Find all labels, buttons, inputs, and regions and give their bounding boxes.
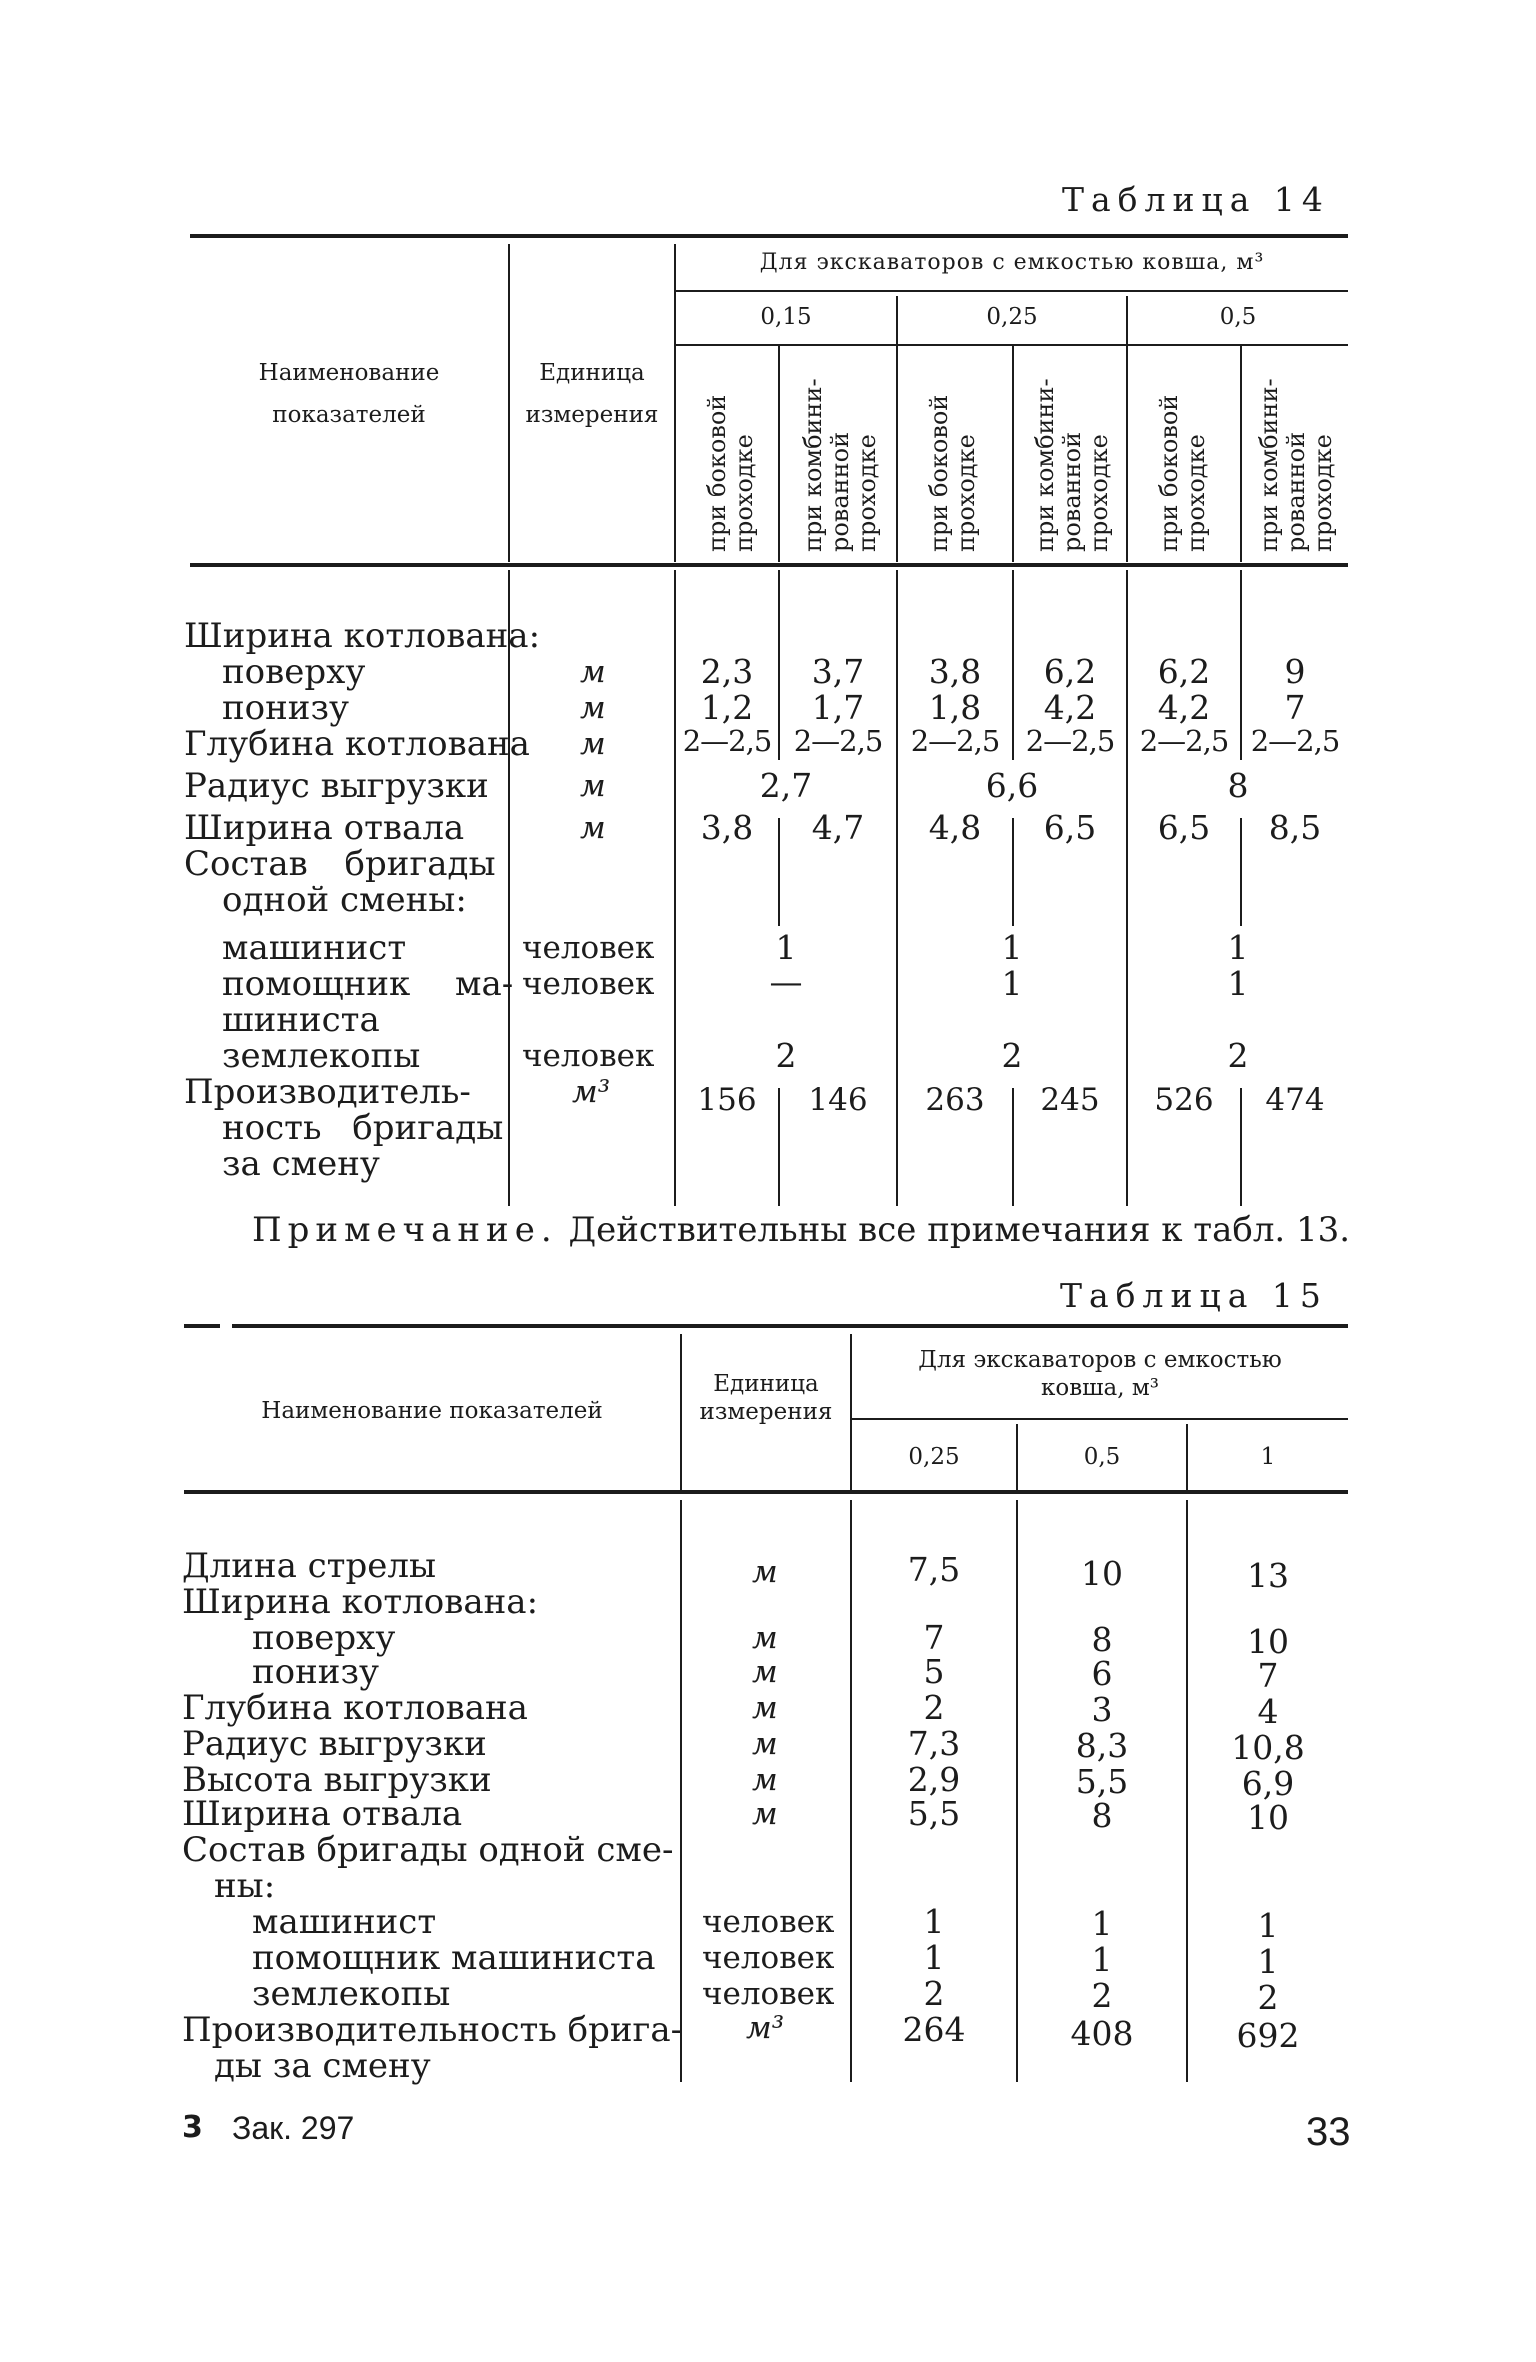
t15-assistant-c1: 1 <box>923 1938 945 1977</box>
t15-height-c2: 5,5 <box>1075 1762 1129 1801</box>
t15-unit-col-line-2: измерения <box>699 1399 833 1425</box>
table-14-sub-side-2 <box>926 356 980 552</box>
t15-boom-label: Длина стрелы <box>182 1546 437 1586</box>
t14-unit-prod: м³ <box>572 1074 611 1110</box>
table-15-capacity-025: 0,25 <box>908 1444 960 1470</box>
t14-assistant-g3: 1 <box>1227 964 1249 1003</box>
table-15-unit-col-header <box>682 1370 850 1426</box>
t14-digger-g3: 2 <box>1227 1036 1249 1075</box>
t15-unit-driver: человек <box>702 1904 835 1940</box>
t14-assistant-g1: — <box>769 962 803 1001</box>
t14-prod-c3: 263 <box>925 1082 985 1118</box>
table-14-hv4 <box>896 296 898 562</box>
t14-bottom-c6: 7 <box>1284 688 1306 727</box>
t15-unit-bottom: м <box>752 1654 778 1690</box>
table-14-hv5 <box>1012 346 1014 562</box>
t14-dump-label: Ширина отвала <box>184 808 465 848</box>
t15-depth-label: Глубина котлована <box>182 1688 528 1728</box>
table-14-caption: Таблица 14 <box>1062 180 1330 219</box>
t15-unit-depth: м <box>752 1690 778 1726</box>
t14-depth-c3: 2—2,5 <box>910 724 1000 758</box>
t14-width-label: Ширина котлована: <box>184 616 541 656</box>
t15-height-c1: 2,9 <box>907 1760 961 1799</box>
t14-digger-g1: 2 <box>775 1036 797 1075</box>
t14-assistant-label-1: помощник ма- <box>222 964 514 1004</box>
t15-assistant-c3: 1 <box>1257 1942 1279 1981</box>
t14-top-c4: 6,2 <box>1043 652 1097 691</box>
sub-comb-l3: проходке <box>1085 434 1113 552</box>
t14-radius-label: Радиус выгрузки <box>184 766 489 806</box>
table-14-hv7 <box>1240 346 1242 562</box>
t14-top-c3: 3,8 <box>928 652 982 691</box>
t14-top-c5: 6,2 <box>1157 652 1211 691</box>
t15-unit-height: м <box>752 1762 778 1798</box>
table-14-sub-side-1 <box>704 356 758 552</box>
t15-bottom-c1: 5 <box>923 1652 945 1691</box>
t14-depth-c5: 2—2,5 <box>1139 724 1229 758</box>
t14-bottom-c5: 4,2 <box>1157 688 1211 727</box>
t15-bottom-c2: 6 <box>1091 1654 1113 1693</box>
table-14-hv6 <box>1126 296 1128 562</box>
t14-crew-label-2: одной смены: <box>222 880 467 920</box>
name-col-line-1: Наименование <box>258 360 440 386</box>
t15-digger-c1: 2 <box>923 1974 945 2013</box>
t15-radius-c2: 8,3 <box>1075 1726 1129 1765</box>
table-14-bv1 <box>508 570 510 1206</box>
t15-driver-label: машинист <box>252 1902 437 1942</box>
t15-boom-c1: 7,5 <box>907 1550 961 1589</box>
t14-unit-driver: человек <box>522 930 655 966</box>
table-14-sub-side-3 <box>1156 356 1210 552</box>
t15-unit-boom: м <box>752 1554 778 1590</box>
t15-prod-label-2: ды за смену <box>214 2046 431 2086</box>
t14-assistant-g2: 1 <box>1001 964 1023 1003</box>
t14-unit-dump: м <box>580 810 606 846</box>
t15-unit-col-line-1: Единица <box>713 1371 819 1397</box>
t14-prod-c5: 526 <box>1154 1082 1214 1118</box>
t15-unit-assistant: человек <box>702 1940 835 1976</box>
table-15-header-bottom-rule <box>184 1490 1348 1494</box>
t14-digger-g2: 2 <box>1001 1036 1023 1075</box>
table-14-hv3 <box>778 346 780 562</box>
t14-assistant-label-2: шиниста <box>222 1000 380 1040</box>
t14-dump-c3: 4,8 <box>928 808 982 847</box>
sub-side-l1: при боковой <box>1155 394 1183 552</box>
table-15-top-rule <box>232 1324 1348 1328</box>
t15-crew-label-1: Состав бригады одной сме- <box>182 1830 674 1870</box>
table-15-bv1 <box>680 1500 682 2082</box>
t14-bottom-c1: 1,2 <box>700 688 754 727</box>
footer-sheet-mark: 3 <box>182 2110 203 2145</box>
t14-dump-c1: 3,8 <box>700 808 754 847</box>
t15-dump-label: Ширина отвала <box>182 1794 463 1834</box>
sub-comb-l3: проходке <box>1309 434 1337 552</box>
t15-unit-digger: человек <box>702 1976 835 2012</box>
t14-crew-label-1: Состав бригады <box>184 844 496 884</box>
t15-prod-label-1: Производительность брига- <box>182 2010 683 2050</box>
t15-assistant-label: помощник машиниста <box>252 1938 656 1978</box>
t15-height-label: Высота выгрузки <box>182 1760 492 1800</box>
t15-driver-c3: 1 <box>1257 1906 1279 1945</box>
sub-comb-l2: рованной <box>826 431 854 552</box>
table-14-capacity-025: 0,25 <box>986 304 1038 330</box>
t15-dump-c2: 8 <box>1091 1796 1113 1835</box>
t15-unit-radius: м <box>752 1726 778 1762</box>
t15-prod-c1: 264 <box>902 2010 966 2049</box>
t14-bottom-c2: 1,7 <box>811 688 865 727</box>
t14-prod-c1: 156 <box>697 1082 757 1118</box>
table-14-name-col-header <box>190 356 508 432</box>
t15-dump-c3: 10 <box>1247 1798 1289 1837</box>
t15-radius-c3: 10,8 <box>1231 1728 1305 1767</box>
t14-depth-c6: 2—2,5 <box>1250 724 1340 758</box>
t15-bottom-c3: 7 <box>1257 1656 1279 1695</box>
sub-comb-l3: проходке <box>853 434 881 552</box>
t15-crew-label-2: ны: <box>214 1866 276 1906</box>
sub-side-l1: при боковой <box>925 394 953 552</box>
footer-order: Зак. 297 <box>232 2110 355 2146</box>
t15-prod-c3: 692 <box>1236 2016 1300 2055</box>
t15-depth-c2: 3 <box>1091 1690 1113 1729</box>
t15-boom-c3: 13 <box>1247 1556 1289 1595</box>
table-15-capacity-1: 1 <box>1260 1444 1276 1470</box>
t14-unit-depth: м <box>580 726 606 762</box>
t14-unit-top: м <box>580 654 606 690</box>
table-14-note <box>252 1212 1350 1248</box>
note-label: Примечание. <box>252 1210 558 1250</box>
name-col-line-2: показателей <box>272 402 426 428</box>
t14-bottom-c4: 4,2 <box>1043 688 1097 727</box>
t14-radius-g1: 2,7 <box>759 766 813 805</box>
sub-side-l1: при боковой <box>703 394 731 552</box>
note-text: Действительны все примечания к табл. 13. <box>568 1210 1351 1250</box>
t15-top-c1: 7 <box>923 1618 945 1657</box>
table-14-sub-comb-3 <box>1256 356 1337 552</box>
unit-col-line-1: Единица <box>539 360 645 386</box>
t15-depth-c1: 2 <box>923 1688 945 1727</box>
table-15-name-col-header: Наименование показателей <box>261 1398 603 1424</box>
table-14-unit-col-header <box>510 356 674 432</box>
table-14-capacity-015: 0,15 <box>760 304 812 330</box>
table-15-caption: Таблица 15 <box>1060 1276 1328 1315</box>
table-14-group-rule <box>676 290 1348 292</box>
table-14-sub-comb-1 <box>800 356 881 552</box>
table-14-header-bottom-rule <box>190 563 1348 567</box>
sub-side-l2: проходке <box>1182 434 1210 552</box>
unit-col-line-2: измерения <box>525 402 659 428</box>
t14-radius-g2: 6,6 <box>985 766 1039 805</box>
t15-group-line-2: ковша, м³ <box>1041 1375 1159 1401</box>
t14-dump-c2: 4,7 <box>811 808 865 847</box>
t15-unit-prod: м³ <box>746 2010 785 2046</box>
t15-boom-c2: 10 <box>1081 1554 1123 1593</box>
t15-top-c2: 8 <box>1091 1620 1113 1659</box>
t15-assistant-c2: 1 <box>1091 1940 1113 1979</box>
table-14-group-header: Для экскаваторов с емкостью ковша, м³ <box>759 250 1265 275</box>
sub-comb-l1: при комбини- <box>799 378 827 552</box>
t14-depth-c4: 2—2,5 <box>1025 724 1115 758</box>
sub-comb-l2: рованной <box>1282 431 1310 552</box>
table-14-capacity-05: 0,5 <box>1219 304 1257 330</box>
t14-unit-bottom: м <box>580 690 606 726</box>
t14-depth-c1: 2—2,5 <box>682 724 772 758</box>
t14-digger-label: землекопы <box>222 1036 421 1076</box>
t14-prod-c4: 245 <box>1040 1082 1100 1118</box>
t15-digger-c2: 2 <box>1091 1976 1113 2015</box>
t14-depth-label: Глубина котлована <box>184 724 530 764</box>
t15-radius-c1: 7,3 <box>907 1724 961 1763</box>
t14-dump-c6: 8,5 <box>1268 808 1322 847</box>
t14-bottom-c3: 1,8 <box>928 688 982 727</box>
t14-dump-c4: 6,5 <box>1043 808 1097 847</box>
sub-comb-l2: рованной <box>1058 431 1086 552</box>
t14-top-c1: 2,3 <box>700 652 754 691</box>
t15-digger-c3: 2 <box>1257 1978 1279 2017</box>
t15-depth-c3: 4 <box>1257 1692 1279 1731</box>
table-14-top-rule <box>190 234 1348 238</box>
table-14-hv2 <box>674 244 676 562</box>
table-15-top-rule-short <box>184 1324 220 1328</box>
t14-radius-g3: 8 <box>1227 766 1249 805</box>
t14-prod-c2: 146 <box>808 1082 868 1118</box>
t14-unit-digger: человек <box>522 1038 655 1074</box>
t15-height-c3: 6,9 <box>1241 1764 1295 1803</box>
table-15-capacity-05: 0,5 <box>1083 1444 1121 1470</box>
t14-prod-c6: 474 <box>1265 1082 1325 1118</box>
t14-prod-label-3: за смену <box>222 1144 380 1184</box>
sub-comb-l1: при комбини- <box>1255 378 1283 552</box>
t15-driver-c1: 1 <box>923 1902 945 1941</box>
t15-width-label: Ширина котлована: <box>182 1582 539 1622</box>
table-15-group-header <box>852 1346 1348 1402</box>
t15-driver-c2: 1 <box>1091 1904 1113 1943</box>
t15-bottom-label: понизу <box>252 1652 380 1692</box>
t15-top-label: поверху <box>252 1618 396 1658</box>
table-15-group-rule <box>852 1418 1348 1420</box>
sub-comb-l1: при комбини- <box>1031 378 1059 552</box>
t15-unit-top: м <box>752 1620 778 1656</box>
t14-unit-assistant: человек <box>522 966 655 1002</box>
t15-prod-c2: 408 <box>1070 2014 1134 2053</box>
sub-side-l2: проходке <box>952 434 980 552</box>
sub-side-l2: проходке <box>730 434 758 552</box>
t14-depth-c2: 2—2,5 <box>793 724 883 758</box>
t14-bottom-label: понизу <box>222 688 350 728</box>
t14-prod-label-2: ность бригады <box>222 1108 504 1148</box>
t15-radius-label: Радиус выгрузки <box>182 1724 487 1764</box>
t14-driver-g2: 1 <box>1001 928 1023 967</box>
t14-dump-c5: 6,5 <box>1157 808 1211 847</box>
table-14-sub-comb-2 <box>1032 356 1113 552</box>
page-number: 33 <box>1306 2110 1351 2154</box>
t15-dump-c1: 5,5 <box>907 1794 961 1833</box>
t14-prod-label-1: Производитель- <box>184 1072 471 1112</box>
t14-driver-g3: 1 <box>1227 928 1249 967</box>
t15-top-c3: 10 <box>1247 1622 1289 1661</box>
t14-top-c2: 3,7 <box>811 652 865 691</box>
t14-driver-label: машинист <box>222 928 407 968</box>
t14-unit-radius: м <box>580 768 606 804</box>
t15-digger-label: землекопы <box>252 1974 451 2014</box>
t15-unit-dump: м <box>752 1796 778 1832</box>
t14-top-label: поверху <box>222 652 366 692</box>
t14-top-c6: 9 <box>1284 652 1306 691</box>
t14-driver-g1: 1 <box>775 928 797 967</box>
t15-group-line-1: Для экскаваторов с емкостью <box>918 1347 1282 1373</box>
